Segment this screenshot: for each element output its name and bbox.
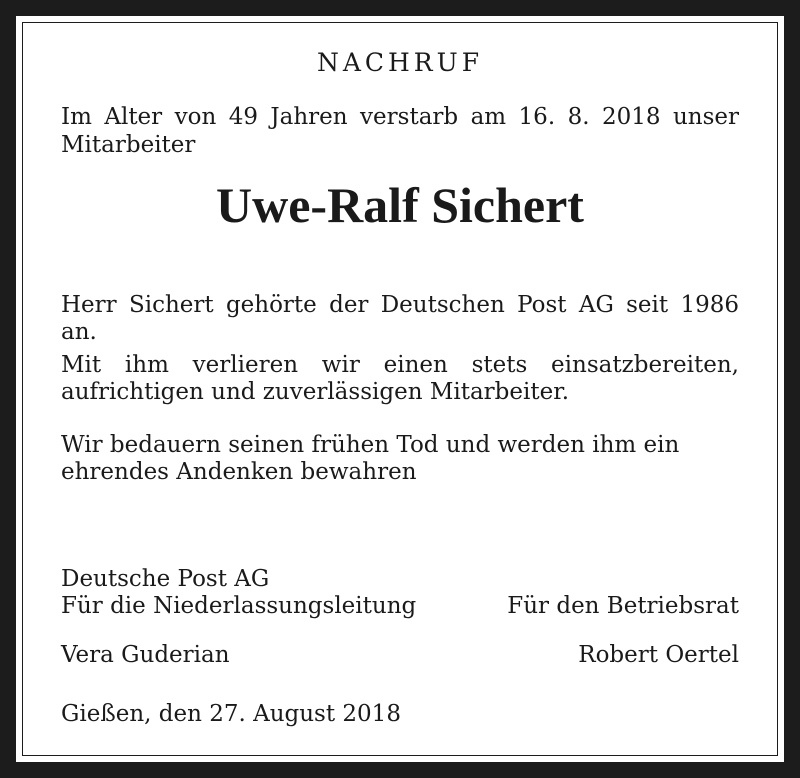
paragraph-3-line-2: ehrendes Andenken bewahren xyxy=(61,459,417,485)
left-signatory-role: Für die Niederlassungsleitung xyxy=(61,593,417,619)
paragraph-1-line-2: an. xyxy=(61,319,97,345)
paragraph-2-line-2: aufrichtigen und zuverlässigen Mitarbeiter. xyxy=(61,379,569,405)
right-signatory-name: Robert Oertel xyxy=(578,642,739,668)
paragraph-3-line-1: Wir bedauern seinen frühen Tod und werden ihm ein xyxy=(61,432,680,458)
paragraph-1-line-1: Herr Sichert gehörte der Deutschen Post AG seit 1986 xyxy=(61,292,739,318)
left-signatory-name: Vera Guderian xyxy=(61,642,230,668)
right-signatory-role: Für den Betriebsrat xyxy=(507,593,739,619)
company-name: Deutsche Post AG xyxy=(61,566,270,592)
paragraph-2-line-1: Mit ihm verlieren wir einen stets einsatzbereiten, xyxy=(61,352,739,378)
intro-line-1: Im Alter von 49 Jahren verstarb am 16. 8. 2018 unser xyxy=(61,104,739,130)
place-and-date: Gießen, den 27. August 2018 xyxy=(61,701,401,727)
intro-line-2: Mitarbeiter xyxy=(61,132,196,158)
notice-heading: NACHRUF xyxy=(316,48,484,77)
deceased-name: Uwe-Ralf Sichert xyxy=(216,177,584,233)
